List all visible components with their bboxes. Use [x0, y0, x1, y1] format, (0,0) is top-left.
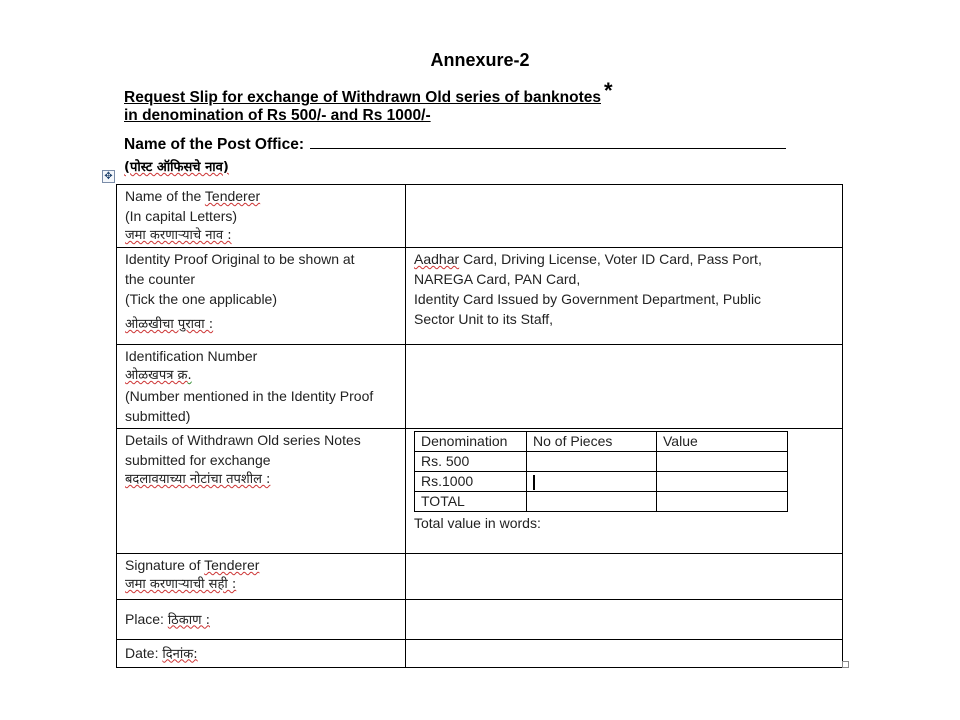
signature-marathi-text: जमा करणाऱ्याची सही : — [125, 577, 237, 592]
pieces-500-input[interactable] — [527, 452, 657, 472]
signature-marathi — [125, 575, 397, 595]
post-office-row — [124, 136, 786, 154]
tenderer-name-marathi-text: जमा करणाऱ्याचे नाव : — [125, 228, 232, 243]
tenderer-name-input-cell[interactable] — [406, 185, 843, 248]
identity-proof-marathi-text: ओळखीचा पुरावा : — [125, 317, 214, 332]
identity-proof-marathi — [125, 315, 397, 335]
identification-number-line3: (Number mentioned in the Identity Proof — [125, 388, 374, 404]
denomination-row-1000 — [415, 472, 788, 492]
place-label-cell — [117, 600, 406, 640]
withdrawn-notes-line1: Details of Withdrawn Old series Notes — [125, 432, 361, 448]
table-row-place — [117, 600, 843, 640]
identity-proof-options-line4: Sector Unit to its Staff, — [414, 311, 554, 327]
identification-number-line1: Identification Number — [125, 348, 258, 364]
aadhar-word: Aadhar — [414, 251, 460, 267]
identification-number-line4: submitted) — [125, 408, 191, 424]
request-slip-title-line1 — [124, 78, 613, 108]
post-office-input-line[interactable] — [310, 136, 786, 149]
value-header: Value — [657, 432, 788, 452]
signature-prefix: Signature of — [125, 557, 205, 573]
identity-proof-line1: Identity Proof Original to be shown at — [125, 251, 355, 267]
table-row-withdrawn-notes — [117, 429, 843, 554]
request-form-table — [116, 184, 843, 668]
identity-proof-options-line1 — [414, 249, 834, 269]
date-label-cell — [117, 640, 406, 668]
table-row-tenderer-name — [117, 185, 843, 248]
asterisk-mark: * — [604, 78, 613, 103]
denomination-1000-label: Rs.1000 — [415, 472, 527, 492]
tenderer-name-label-cell — [117, 185, 406, 248]
total-value-in-words-label: Total value in words: — [414, 515, 541, 531]
value-500-input[interactable] — [657, 452, 788, 472]
denomination-row-total — [415, 492, 788, 512]
value-1000-input[interactable] — [657, 472, 788, 492]
place-marathi: ठिकाण : — [167, 612, 210, 628]
date-label: Date: — [125, 644, 163, 661]
place-input-cell[interactable] — [406, 600, 843, 640]
tenderer-name-line1 — [125, 186, 397, 206]
tenderer-word: Tenderer — [204, 188, 261, 204]
signature-label-cell — [117, 554, 406, 600]
withdrawn-notes-marathi — [125, 470, 397, 490]
post-office-marathi-label — [124, 157, 229, 175]
total-label: TOTAL — [415, 492, 527, 512]
denomination-header: Denomination — [415, 432, 527, 452]
tenderer-name-prefix: Name of the — [125, 188, 205, 204]
denomination-row-500 — [415, 452, 788, 472]
identity-options-rest: Card, Driving License, Voter ID Card, Pass Port, — [459, 251, 762, 267]
identity-proof-line3: (Tick the one applicable) — [125, 291, 278, 307]
tenderer-name-marathi — [125, 226, 397, 246]
identification-marathi-text: ओळखपत्र क्र — [125, 368, 188, 383]
table-row-signature — [117, 554, 843, 600]
identity-proof-line2: the counter — [125, 271, 196, 287]
request-slip-title-line2: in denomination of Rs 500/- and Rs 1000/- — [124, 107, 431, 124]
identity-proof-options-cell[interactable] — [406, 248, 843, 345]
pieces-1000-input[interactable] — [527, 472, 657, 492]
table-move-handle-icon[interactable]: ✥ — [102, 170, 115, 183]
signature-tenderer-word: Tenderer — [204, 557, 260, 573]
identity-proof-label-cell — [117, 248, 406, 345]
tenderer-name-line2: (In capital Letters) — [125, 208, 238, 224]
denomination-header-row — [415, 432, 788, 452]
signature-input-cell[interactable] — [406, 554, 843, 600]
date-marathi: दिनांक: — [162, 646, 198, 662]
post-office-label: Name of the Post Office: — [124, 136, 304, 153]
identification-number-label-cell — [117, 345, 406, 429]
table-row-identification-number — [117, 345, 843, 429]
identification-number-marathi — [125, 366, 397, 386]
withdrawn-notes-details-cell — [406, 429, 843, 554]
table-row-date — [117, 640, 843, 668]
signature-line1 — [125, 555, 397, 575]
withdrawn-notes-line2: submitted for exchange — [125, 452, 271, 468]
table-resize-handle-icon[interactable] — [842, 661, 849, 668]
pieces-header: No of Pieces — [527, 432, 657, 452]
table-row-identity-proof — [117, 248, 843, 345]
pieces-total-input[interactable] — [527, 492, 657, 512]
denomination-table — [414, 431, 788, 512]
identification-number-input-cell[interactable] — [406, 345, 843, 429]
value-total-input[interactable] — [657, 492, 788, 512]
date-input-cell[interactable] — [406, 640, 843, 668]
denomination-500-label: Rs. 500 — [415, 452, 527, 472]
identity-proof-options-line3: Identity Card Issued by Government Department, Public — [414, 291, 762, 307]
withdrawn-notes-label-cell — [117, 429, 406, 554]
request-title-text: Request Slip for exchange of Withdrawn Old series of banknotes — [124, 89, 601, 106]
text-cursor-caret — [533, 475, 535, 490]
place-label: Place: — [125, 610, 168, 627]
identity-proof-options-line2: NAREGA Card, PAN Card, — [414, 271, 581, 287]
identification-marathi-dot: . — [187, 368, 192, 383]
annexure-title: Annexure-2 — [430, 50, 530, 70]
post-office-marathi-text: (पोस्ट ऑफिसचे नाव) — [124, 160, 229, 175]
withdrawn-notes-marathi-text: बदलावयाच्या नोटांचा तपशील : — [125, 472, 271, 487]
